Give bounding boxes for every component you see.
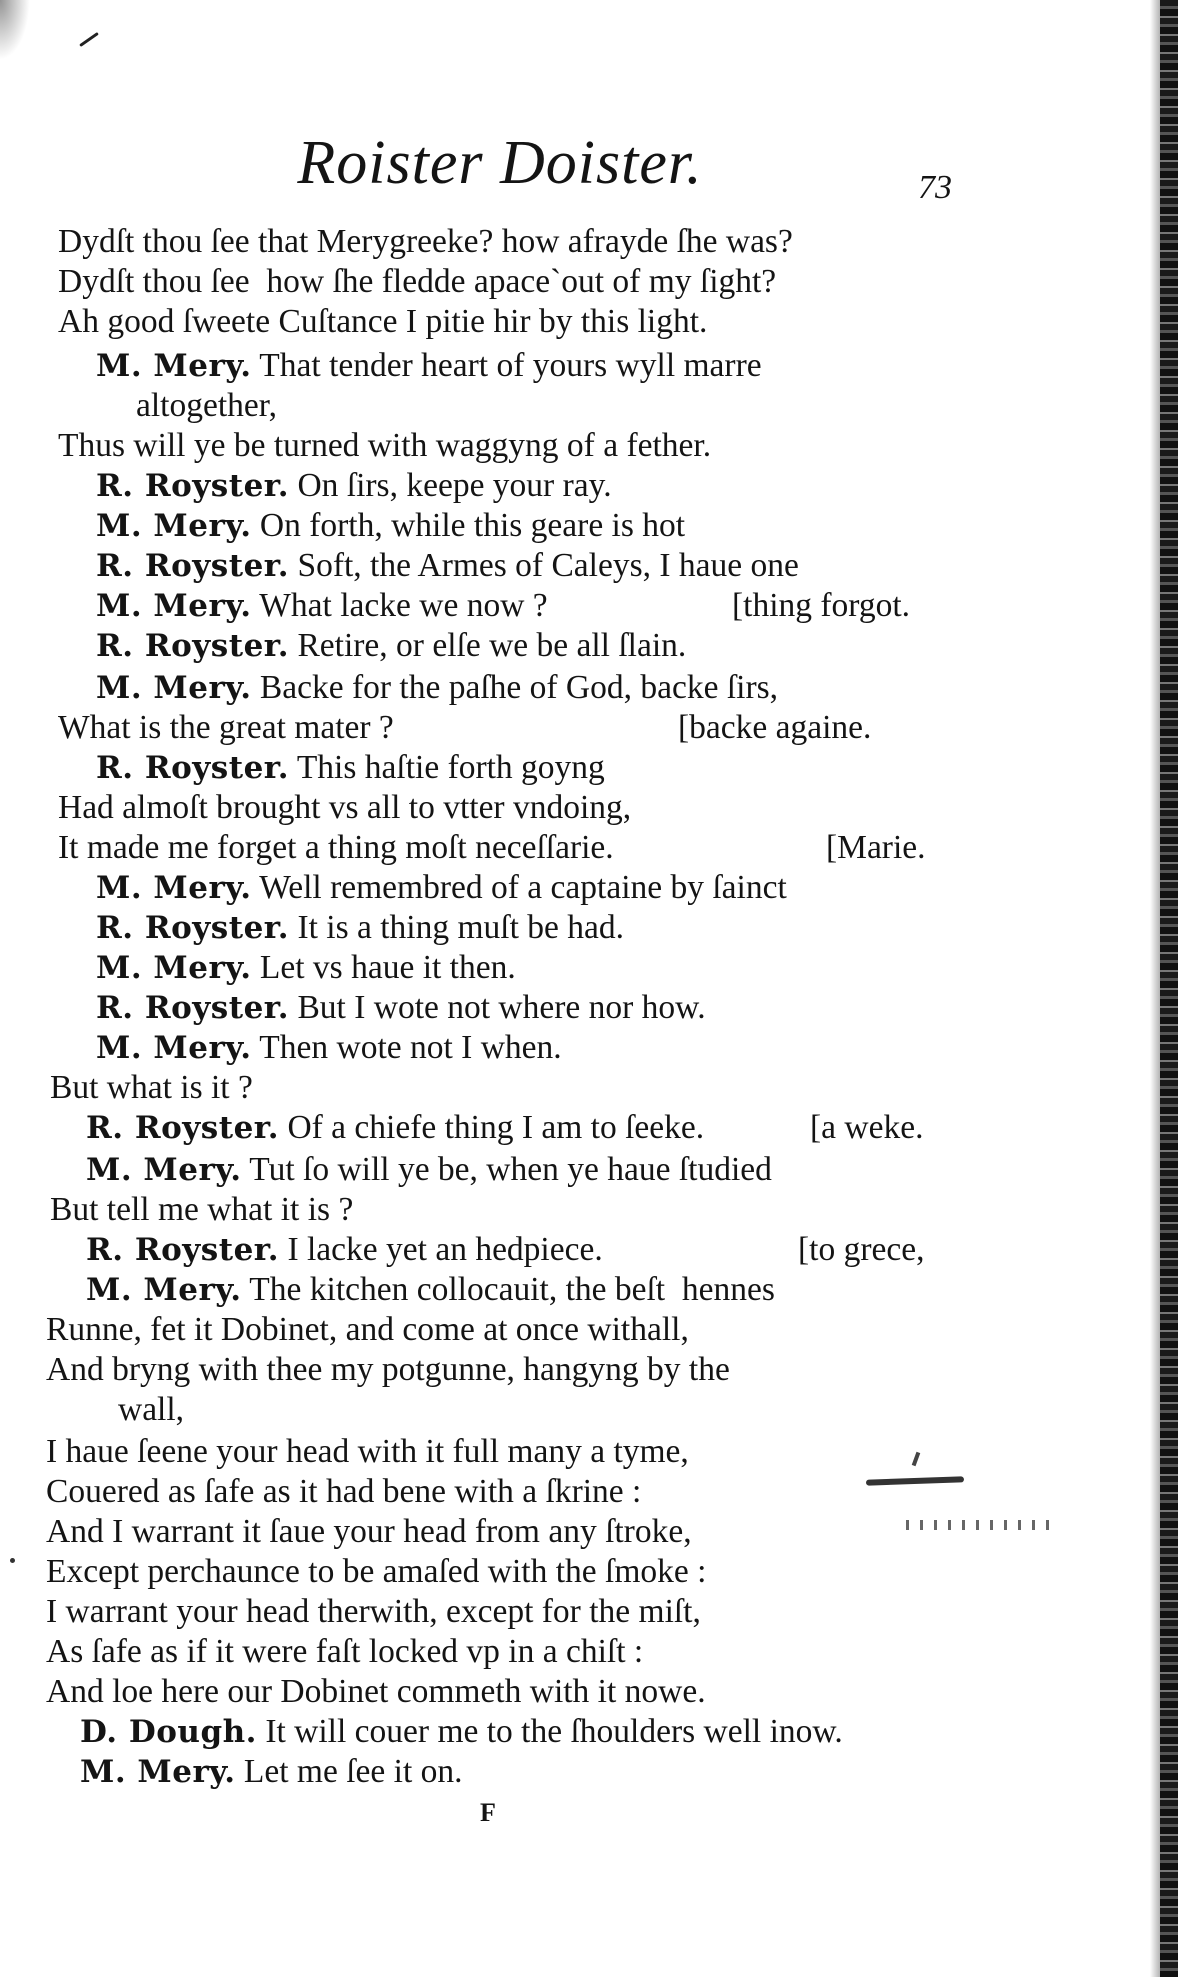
speaker-name: M. Mery. (96, 348, 252, 384)
handwritten-annotation (866, 1476, 964, 1485)
verse-line (96, 948, 516, 988)
speaker-name: R. Royster. (96, 548, 290, 584)
verse-line (96, 586, 548, 626)
speaker-name: R. Royster. (86, 1232, 280, 1268)
verse-text: And bryng with thee my potgunne, hangyng by the (46, 1351, 730, 1388)
verse-line (46, 1632, 643, 1672)
verse-line (96, 668, 778, 708)
verse-text: It made me forget a thing moſt neceſſarie. (58, 829, 614, 866)
verse-text: It is a thing muſt be had. (289, 909, 625, 946)
verse-line (46, 1592, 701, 1632)
speaker-name: M. Mery. (80, 1754, 236, 1790)
verse-line (118, 1390, 184, 1430)
verse-text: Then wote not I when. (251, 1029, 562, 1066)
overflow-text: [backe againe. (678, 709, 872, 746)
speaker-name: R. Royster. (96, 750, 290, 786)
verse-text: And I warrant it ſaue your head from any ſtroke, (46, 1513, 692, 1550)
verse-text: Runne, fet it Dobinet, and come at once withall, (46, 1311, 689, 1348)
verse-line (46, 1552, 706, 1592)
verse-text: And loe here our Dobinet commeth with it nowe. (46, 1673, 706, 1710)
overflow-text: [a weke. (810, 1109, 924, 1146)
verse-line (46, 1310, 689, 1350)
verse-text: What lacke we now ? (251, 587, 548, 624)
verse-text: Dydſt thou ſee that Merygreeke? how afrayde ſhe was? (58, 223, 793, 260)
speaker-name: M. Mery. (86, 1272, 242, 1308)
verse-line (58, 708, 394, 748)
verse-line (96, 1028, 562, 1068)
verse-text: It will couer me to the ſhoulders well inow. (256, 1713, 843, 1750)
verse-text: But I wote not where nor how. (289, 989, 706, 1026)
signature-mark: F (480, 1798, 496, 1827)
verse-line (50, 1190, 353, 1230)
verse-text: Let me ſee it on. (235, 1753, 463, 1790)
verse-line (96, 626, 686, 666)
verse-text: I haue ſeene your head with it full many a tyme, (46, 1433, 689, 1470)
handwritten-annotation (906, 1520, 1056, 1530)
verse-text: Soft, the Armes of Caleys, I haue one (289, 547, 799, 584)
pencil-mark (79, 32, 99, 47)
speaker-name: R. Royster. (96, 910, 290, 946)
verse-text: Ah good ſweete Cuſtance I pitie hir by this light. (58, 303, 708, 340)
speaker-name: D. Dough. (80, 1714, 257, 1750)
verse-line (86, 1270, 775, 1310)
verse-text: Thus will ye be turned with waggyng of a fether. (58, 427, 712, 464)
overflow-text: [thing forgot. (732, 587, 911, 624)
verse-line (58, 788, 631, 828)
verse-text: Retire, or elſe we be all ſlain. (289, 627, 687, 664)
verse-text: altogether, (136, 387, 277, 424)
speaker-name: M. Mery. (86, 1152, 242, 1188)
verse-line (46, 1512, 692, 1552)
binding-shadow (1150, 0, 1160, 1977)
verse-text: The kitchen collocauit, the beſt hennes (241, 1271, 775, 1308)
speaker-name: R. Royster. (86, 1110, 280, 1146)
verse-line (96, 748, 605, 788)
verse-line (46, 1432, 689, 1472)
verse-line (46, 1672, 706, 1712)
speaker-name: R. Royster. (96, 628, 290, 664)
verse-line (96, 868, 787, 908)
verse-text: Well remembred of a captaine by ſainct (251, 869, 787, 906)
verse-line (86, 1230, 603, 1270)
verse-line (86, 1150, 772, 1190)
speaker-name: M. Mery. (96, 1030, 252, 1066)
verse-text: On ſirs, keepe your ray. (289, 467, 612, 504)
verse-line (96, 466, 612, 506)
verse-text: Dydſt thou ſee how ſhe fledde apace`out of my ſight? (58, 263, 777, 300)
verse-text: That tender heart of yours wyll marre (251, 347, 762, 384)
verse-text: But tell me what it is ? (50, 1191, 354, 1228)
verse-line (96, 506, 685, 546)
verse-text: I lacke yet an hedpiece. (279, 1231, 603, 1268)
speaker-name: M. Mery. (96, 508, 252, 544)
verse-line (96, 346, 762, 386)
verse-line (80, 1712, 843, 1752)
verse-text: This haſtie forth goyng (289, 749, 605, 786)
verse-text: What is the great mater ? (58, 709, 394, 746)
verse-line (46, 1350, 730, 1390)
verse-line (58, 222, 793, 262)
running-title: Roister Doister. (297, 129, 703, 197)
speaker-name: M. Mery. (96, 870, 252, 906)
verse-line (136, 386, 277, 426)
verse-text: Of a chiefe thing I am to ſeeke. (279, 1109, 705, 1146)
verse-line (58, 302, 707, 342)
margin-mark (10, 1558, 15, 1563)
verse-text: As ſafe as if it were faſt locked vp in a chiſt : (46, 1633, 644, 1670)
verse-text: I warrant your head therwith, except for the miſt, (46, 1593, 701, 1630)
verse-line (50, 1068, 253, 1108)
verse-line (96, 908, 624, 948)
verse-text: Except perchaunce to be amaſed with the ſmoke : (46, 1553, 707, 1590)
speaker-name: R. Royster. (96, 990, 290, 1026)
verse-line (96, 546, 799, 586)
verse-line (96, 988, 706, 1028)
overflow-text: [Marie. (826, 829, 926, 866)
verse-text: But what is it ? (50, 1069, 253, 1106)
verse-text: Had almoſt brought vs all to vtter vndoing, (58, 789, 632, 826)
speaker-name: M. Mery. (96, 588, 252, 624)
verse-line (46, 1472, 641, 1512)
verse-line (58, 828, 614, 868)
verse-text: Backe for the paſhe of God, backe ſirs, (251, 669, 779, 706)
verse-text: Tut ſo will ye be, when ye haue ſtudied (241, 1151, 772, 1188)
verse-text: On forth, while this geare is hot (251, 507, 686, 544)
verse-line (80, 1752, 463, 1792)
overflow-text: [to grece, (798, 1231, 925, 1268)
verse-line (58, 426, 711, 466)
handwritten-annotation (912, 1452, 921, 1467)
speaker-name: M. Mery. (96, 950, 252, 986)
verse-text: Couered as ſafe as it had bene with a ſkrine : (46, 1473, 642, 1510)
page-corner-shadow (0, 0, 30, 60)
page-edge (1160, 0, 1178, 1977)
verse-line (86, 1108, 704, 1148)
verse-text: Let vs haue it then. (251, 949, 516, 986)
page-number: 73 (918, 169, 952, 206)
verse-text: wall, (118, 1391, 185, 1428)
speaker-name: M. Mery. (96, 670, 252, 706)
verse-line (58, 262, 776, 302)
speaker-name: R. Royster. (96, 468, 290, 504)
